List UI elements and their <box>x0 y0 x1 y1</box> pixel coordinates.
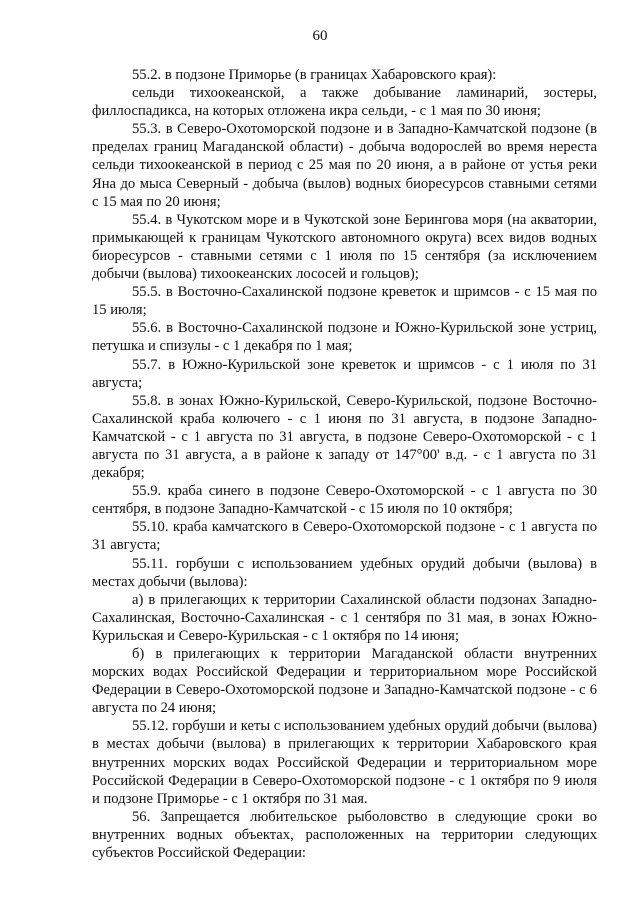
paragraph-55-3: 55.3. в Северо-Охотоморской подзоне и в Западно-Камчатской подзоне (в пределах границ Магаданской области) - добыча водорослей во время нереста сельди тихоокеанской в период с 25 мая по 20 июня, а в районе от устья реки Яна до мыса Северный - добыча (вылов) водных биоресурсов ставными сетями с 15 мая по 20 июня; <box>92 121 597 210</box>
paragraph-56: 56. Запрещается любительское рыболовство в следующие сроки во внутренних водных объектах, расположенных на территории следующих субъектов Российской Федерации: <box>92 808 597 862</box>
paragraph-55-8: 55.8. в зонах Южно-Курильской, Северо-Курильской, подзоне Восточно-Сахалинской краба колючего - с 1 июня по 31 августа, в подзоне Западно-Камчатской - с 1 августа по 31 августа, в подзоне Северо-Охотоморской - с 1 августа по 31 августа, а в районе к западу от 147°00' в.д. - с 1 августа по 31 декабря; <box>92 392 597 482</box>
paragraph-55-2: 55.2. в подзоне Приморье (в границах Хабаровского края): <box>132 67 497 83</box>
paragraph-55-10: 55.10. краба камчатского в Северо-Охотоморской подзоне - с 1 августа по 31 августа; <box>92 519 597 554</box>
paragraph-55-7: 55.7. в Южно-Курильской зоне креветок и шримсов - с 1 июля по 31 августа; <box>92 356 597 391</box>
page-number: 60 <box>312 28 328 44</box>
paragraph-55-6: 55.6. в Восточно-Сахалинской подзоне и Южно-Курильской зоне устриц, петушка и спизулы - с 1 декабря по 1 мая; <box>92 320 597 355</box>
paragraph-55-11-a: а) в прилегающих к территории Сахалинской области подзонах Западно-Сахалинская, Восточно-Сахалинская - с 1 сентября по 31 мая, в зонах Южно-Курильская и Северо-Курильская - с 1 октября по 14 июня; <box>92 591 597 644</box>
paragraph-55-11: 55.11. горбуши с использованием удебных орудий добычи (вылова) в местах добычи (вылова): <box>92 555 597 590</box>
paragraph-55-11-b: б) в прилегающих к территории Магаданской области внутренних морских водах Российской Федерации и территориальном море Российской Федерации в Северо-Охотоморской подзоне и Западно-Камчатской подзоне - с 6 августа по 24 июня; <box>92 646 597 717</box>
paragraph-55-5: 55.5. в Восточно-Сахалинской подзоне креветок и шримсов - с 15 мая по 15 июля; <box>92 284 597 319</box>
paragraph-55-9: 55.9. краба синего в подзоне Северо-Охотоморской - с 1 августа по 30 сентября, в подзоне Западно-Камчатской - с 15 июля по 10 октября; <box>92 483 597 518</box>
paragraph-55-12: 55.12. горбуши и кеты с использованием удебных орудий добычи (вылова) в местах добычи (вылова) в прилегающих к территории Хабаровского края внутренних морских водах Российской Федерации и территориальном море Российской Федерации в Северо-Охотоморской подзоне - с 1 октября по 9 июля и подзоне Приморье - с 1 октября по 31 мая. <box>92 718 597 807</box>
document-body <box>92 66 597 862</box>
paragraph-55-4: 55.4. в Чукотском море и в Чукотской зоне Берингова моря (на акватории, примыкающей к границам Чукотского автономного округа) всех видов водных биоресурсов - ставными сетями с 1 июля по 15 сентября (за исключением добычи (вылова) тихоокеанских лососей и гольцов); <box>92 211 597 283</box>
paragraph-herring: сельди тихоокеанской, а также добывание ламинарий, зостеры, филлоспадикса, на которых отложена икра сельди, - с 1 мая по 30 июня; <box>92 85 597 120</box>
